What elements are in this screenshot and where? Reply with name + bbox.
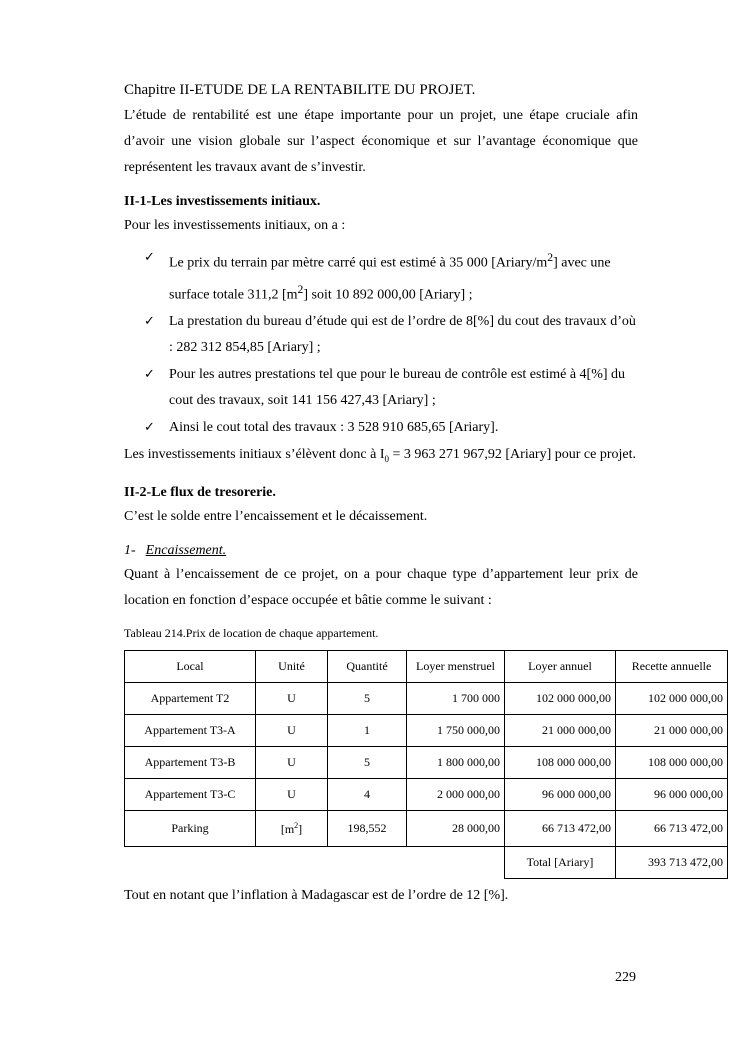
header-annual-revenue: Recette annuelle: [616, 651, 728, 683]
table-row: Parking $[m^2]$ 198,552 28 000,00 66 713 472,00 66 713 472,00: [125, 811, 728, 847]
subsection-heading: 1- Encaissement.: [124, 543, 227, 559]
intro-paragraph: L’étude de rentabilité est une étape importante pour un projet, une étape cruciale afin d’avoir une vision globale sur l’aspect économique et sur l’avantage économique que représentent les travaux avant de s’investir.: [124, 108, 638, 175]
checkmark-icon: ✓: [144, 420, 155, 436]
section-2-heading: II-2-Le flux de tresorerie.: [124, 485, 276, 501]
table-caption: Tableau 214.Prix de location de chaque appartement.: [124, 626, 379, 641]
checkmark-icon: ✓: [144, 367, 155, 383]
list-item: ✓ La prestation du bureau d’étude qui est de l’ordre de 8[%] du cout des travaux d’où : 282 312 854,85 [Ariary] ;: [124, 309, 638, 361]
table-total-row: [125, 847, 728, 879]
subsection-text: Quant à l’encaissement de ce projet, on a pour chaque type d’appartement leur prix de location en fonction d’espace occupée et bâtie comme le suivant :: [124, 567, 638, 609]
section-1-lead: Pour les investissements initiaux, on a :: [124, 218, 346, 233]
table-row: Appartement T3-B U 5 1 800 000,00 108 000 000,00 108 000 000,00: [125, 747, 728, 779]
header-annual-rent: Loyer annuel: [505, 651, 616, 683]
section-1-heading: II-1-Les investissements initiaux.: [124, 194, 321, 209]
rental-price-table: [124, 650, 728, 879]
total-value: 393 713 472,00: [616, 847, 728, 879]
checkmark-icon: ✓: [144, 250, 155, 265]
list-item: ✓ Le prix du terrain par mètre carré qui est estimé à 35 000 $[Ariary/m^2]$ avec une surface totale 311,2 $[m^2]$ soit 10 892 000,00 [Ariary] ;: [124, 245, 638, 308]
table-row: Appartement T3-A U 1 1 750 000,00 21 000 000,00 21 000 000,00: [125, 715, 728, 747]
header-monthly-rent: Loyer menstruel: [407, 651, 505, 683]
list-item: ✓ Ainsi le cout total des travaux : 3 528 910 685,65 [Ariary].: [124, 415, 638, 441]
document-page: [124, 78, 723, 909]
table-header-row: [125, 651, 728, 683]
investment-list: [124, 245, 638, 441]
page-number: 229: [615, 970, 636, 985]
header-local: Local: [125, 651, 256, 683]
section-2-lead: C’est le solde entre l’encaissement et le décaissement.: [124, 509, 428, 525]
header-unit: Unité: [256, 651, 328, 683]
header-quantity: Quantité: [328, 651, 407, 683]
list-item: ✓ Pour les autres prestations tel que pour le bureau de contrôle est estimé à 4[%] du cout des travaux, soit 141 156 427,43 [Ariary] ;: [124, 362, 638, 414]
investment-conclusion: Les investissements initiaux s’élèvent donc à $I_0 = 3$ 963 271 967,92 [Ariary] pour ce projet.: [124, 447, 637, 465]
chapter-title: Chapitre II-ETUDE DE LA RENTABILITE DU PROJET.: [124, 82, 476, 98]
inflation-note: Tout en notant que l’inflation à Madagascar est de l’ordre de 12 [%].: [124, 888, 509, 904]
table-row: Appartement T3-C U 4 2 000 000,00 96 000 000,00 96 000 000,00: [125, 779, 728, 811]
checkmark-icon: ✓: [144, 314, 155, 330]
table-row: Appartement T2 U 5 1 700 000 102 000 000,00 102 000 000,00: [125, 683, 728, 715]
total-label: Total [Ariary]: [505, 847, 616, 879]
